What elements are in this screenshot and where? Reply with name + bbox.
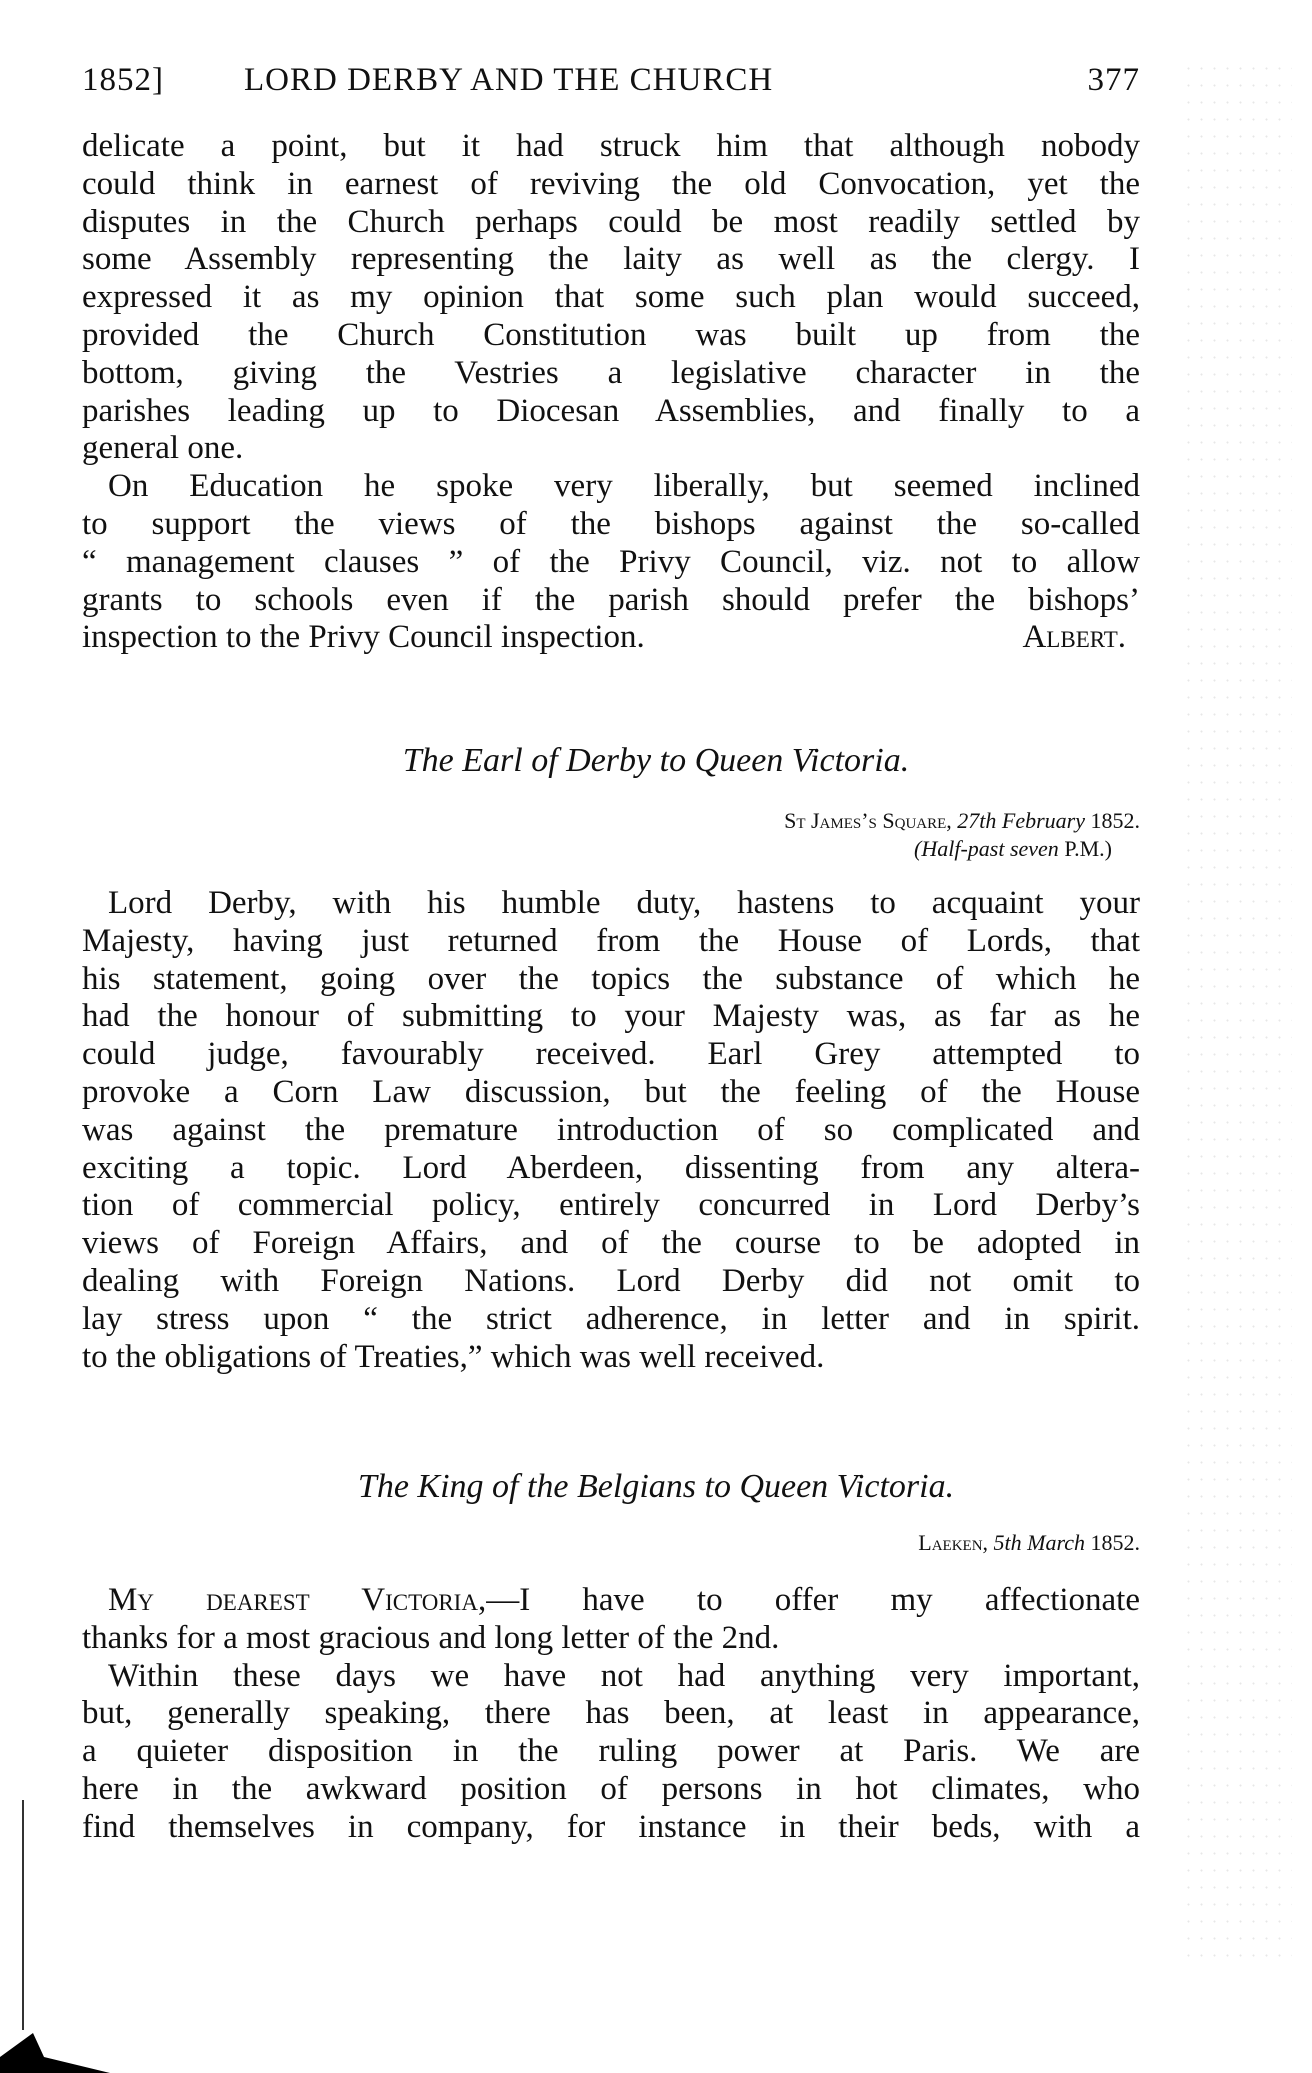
text-line: was against the premature introduction of so complicated and [82,1111,1140,1148]
letter-heading: The King of the Belgians to Queen Victoria. [357,1468,955,1505]
signature: Albert. [1022,619,1126,656]
text-line-content: inspection to the Privy Council inspection. [82,619,645,656]
place: Laeken, [918,1530,989,1555]
text-line: his statement, going over the topics the substance of which he [82,960,1140,997]
text-line [82,619,1140,657]
scan-noise [1182,60,1292,1960]
date: 27th February [957,808,1085,833]
header-year: 1852] [82,62,164,98]
text-line: Majesty, having just returned from the House of Lords, that [82,922,1140,959]
place: St James’s Square, [784,808,952,833]
letter-heading: The Earl of Derby to Queen Victoria. [402,742,910,779]
text-line: here in the awkward position of persons in hot climates, who [82,1770,1140,1807]
text-line: could judge, favourably received. Earl Grey attempted to [82,1036,1140,1073]
salutation: My dearest Victoria, [108,1582,487,1618]
letter-body [82,885,1140,1376]
text-line: lay stress upon “ the strict adherence, in letter and in spirit. [82,1300,1140,1337]
text-line: Lord Derby, with his humble duty, hastens to acquaint your [108,885,1140,921]
letter-body [82,1582,1140,1847]
page-number: 377 [1087,62,1140,98]
text-line: could think in earnest of reviving the old Convocation, yet the [82,165,1140,202]
letter-dateline [784,808,1140,834]
text-line: some Assembly representing the laity as well as the clergy. I [82,241,1140,278]
header-title: LORD DERBY AND THE CHURCH [244,62,774,98]
text-line: expressed it as my opinion that some such plan would succeed, [82,279,1140,316]
text-line: delicate a point, but it had struck him that although nobody [82,128,1140,164]
text-line [82,1582,1140,1620]
text-line: grants to schools even if the parish should prefer the bishops’ [82,581,1140,618]
text-line: thanks for a most gracious and long letter of the 2nd. [82,1619,780,1656]
text-line: provoke a Corn Law discussion, but the feeling of the House [82,1073,1140,1110]
text-line: had the honour of submitting to your Majesty was, as far as he [82,998,1140,1035]
paragraph-continued [82,128,1140,657]
year: 1852. [1090,1530,1140,1555]
letter-time [914,836,1112,862]
pm: P.M.) [1064,836,1112,861]
text-line: Within these days we have not had anything very important, [108,1657,1140,1694]
text-line: parishes leading up to Diocesan Assemblies, and finally to a [82,392,1140,429]
date: 5th March [993,1530,1085,1555]
text-line: On Education he spoke very liberally, but seemed inclined [108,468,1140,505]
page-edge [22,1800,24,2030]
running-header [82,62,1140,102]
text-line-content: —I have to offer my affectionate [486,1582,1140,1618]
text-line: provided the Church Constitution was built up from the [82,316,1140,353]
text-line: general one. [82,430,244,467]
text-line: to support the views of the bishops against the so-called [82,505,1140,542]
text-line: exciting a topic. Lord Aberdeen, dissenting from any altera- [82,1149,1140,1186]
year: 1852. [1090,808,1140,833]
text-line: to the obligations of Treaties,” which was well received. [82,1338,825,1375]
time: (Half-past seven [914,836,1059,861]
page-corner-shadow [0,2033,110,2073]
letter-dateline [918,1530,1140,1556]
text-line: a quieter disposition in the ruling power at Paris. We are [82,1733,1140,1770]
text-line: dealing with Foreign Nations. Lord Derby did not omit to [82,1262,1140,1299]
text-line: “ management clauses ” of the Privy Council, viz. not to allow [82,543,1140,580]
text-line: disputes in the Church perhaps could be most readily settled by [82,203,1140,240]
text-line: views of Foreign Affairs, and of the course to be adopted in [82,1225,1140,1262]
text-line: bottom, giving the Vestries a legislative character in the [82,354,1140,391]
text-line: but, generally speaking, there has been, at least in appearance, [82,1695,1140,1732]
text-line: tion of commercial policy, entirely concurred in Lord Derby’s [82,1187,1140,1224]
text-line: find themselves in company, for instance in their beds, with a [82,1808,1140,1845]
